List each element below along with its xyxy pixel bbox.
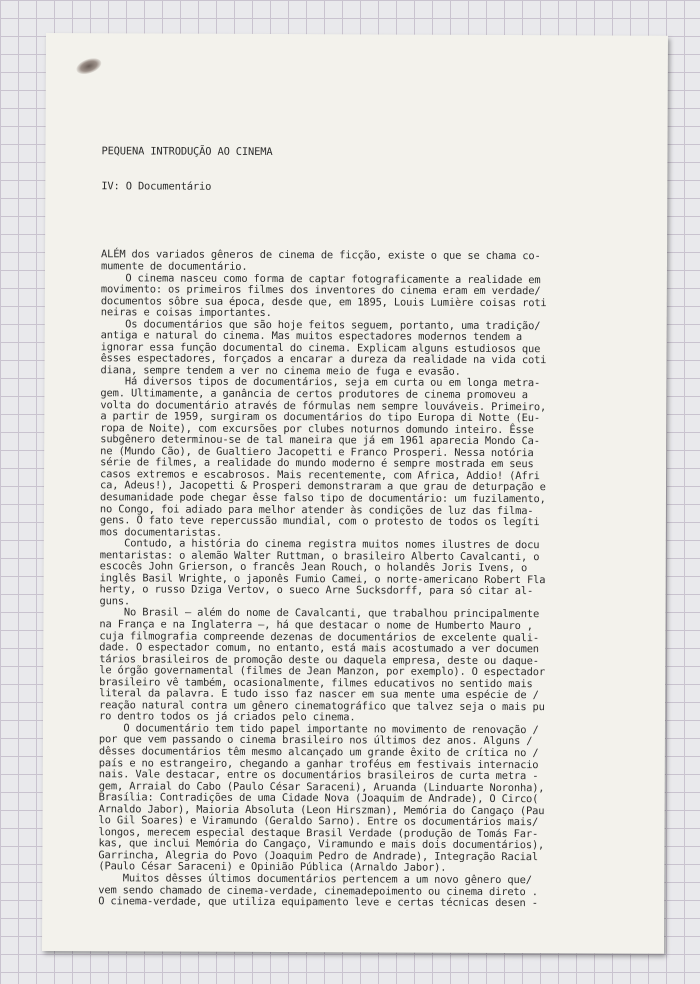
text-line: kas, que inclui Memória do Cangaço, Viramundo e mais dois documentários), — [98, 837, 545, 852]
text-line: mumente de documentário. — [100, 260, 248, 273]
text-line: dade. O espectador comum, no entanto, está mais acostumado a ver documen — [99, 641, 539, 656]
text-line: Brasília: Contradições de uma Cidade Nova (Joaquim de Andrade), O Circo( — [98, 791, 539, 806]
text-line: desumanidade pode chegar êsse falso tipo de documentário: um fuzilamento, — [99, 491, 546, 506]
text-line: ropa de Noite), com excursões por clubes noturnos domundo inteiro. Êsse — [100, 421, 534, 436]
text-line: lo Gil Soares) e Viramundo (Geraldo Sarno). Entre os documentários mais/ — [98, 814, 539, 829]
text-line: inglês Basil Wrighte, o japonês Fumio Camei, o norte-americano Robert Fla — [99, 572, 546, 586]
text-line: mos documentaristas. — [99, 525, 222, 539]
text-line: longos, merecem especial destaque Brasil Verdade (produção de Tomás Far- — [98, 826, 539, 840]
text-line: Há diversos tipos de documentários, seja em curta ou em longa metra- — [100, 375, 541, 390]
text-line: brasileiro vê também, ocasionalmente, filmes educativos no sentido mais — [99, 675, 533, 690]
text-line: nais. Vale destacar, entre os documentários brasileiros de curta metra - — [98, 768, 539, 783]
text-line: gens. O fato teve repercussão mundial, com o protesto de todos os legíti — [99, 514, 540, 529]
text-line: tários brasileiros de promoção deste ou daquela empresa, deste ou daque- — [99, 652, 539, 667]
text-line: casos extremos e escabrosos. Mais recentemente, com Africa, Addio! (Afri — [100, 468, 540, 483]
text-line: documentos sôbre sua época, desde que, em 1895, Louis Lumière coisas roti — [100, 294, 547, 309]
text-line: ignorar essa função documental do cinema. Explicam alguns estudiosos que — [100, 341, 541, 356]
text-line: cuja filmografia compreende dezenas de documentários de excelente quali- — [99, 629, 540, 644]
text-line: movimento: os primeiros filmes dos inventores do cinema eram em verdade/ — [100, 283, 541, 298]
text-line: mentaristas: o alemão Walter Ruttman, o brasileiro Alberto Cavalcanti, o — [99, 548, 540, 563]
document-body — [98, 250, 661, 911]
text-line: reação natural contra um gênero cinematográfico que talvez seja o mais pu — [99, 699, 545, 713]
text-line: herty, o russo Dziga Vertov, o sueco Arne Sucksdorff, para só citar al- — [99, 583, 534, 598]
text-line: Muitos dêsses últimos documentários pertencem a um novo gênero que/ — [98, 872, 532, 887]
text-line: gem, Arraial do Cabo (Paulo César Saraceni), Aruanda (Linduarte Noronha), — [98, 779, 545, 794]
text-line: subgênero determinou-se de tal maneira que já em 1961 aparecia Mondo Ca- — [100, 433, 540, 448]
text-line: literal da palavra. E tudo isso faz nascer em sua mente uma espécie de / — [99, 687, 539, 702]
text-line: O cinema nasceu como forma de captar fotograficamente a realidade em — [100, 271, 541, 286]
text-line: série de filmes, a realidade do mundo moderno é sempre mostrada em seus — [100, 456, 534, 471]
text-line: Garrincha, Alegria do Povo (Joaquim Pedro de Andrade), Integração Racial — [98, 849, 539, 864]
page-text — [98, 123, 662, 933]
document-title: PEQUENA INTRODUÇÃO AO CINEMA — [101, 145, 273, 159]
text-line: ca, Adeus!), Jacopetti & Prosperi demonstraram a que grau de deturpação e — [99, 479, 546, 494]
typewritten-page — [42, 33, 668, 954]
ink-smudge — [74, 55, 103, 77]
text-line: le órgão governamental (filmes de Jean Manzon, por exemplo). O espectador — [99, 664, 545, 679]
text-line: O documentário tem tido papel importante no movimento de renovação / — [98, 722, 539, 737]
text-line: Contudo, a história do cinema registra muitos nomes ilustres de docu — [99, 537, 540, 552]
text-line: escocês John Grierson, o francês Jean Rouch, o holandês Joris Ivens, o — [99, 560, 528, 575]
text-line: neiras e coisas importantes. — [100, 306, 272, 320]
text-line: na França e na Inglaterra —, há que destacar o nome de Humberto Mauro , — [99, 618, 533, 633]
text-line: O cinema-verdade, que utiliza equipamento leve e certas técnicas desen - — [98, 895, 538, 910]
text-line: gem. Ultimamente, a ganância de certos produtores de cinema promoveu a — [100, 387, 528, 402]
text-line: guns. — [99, 595, 131, 608]
document-subtitle: IV: O Documentário — [101, 179, 212, 193]
text-line: ne (Mundo Cão), de Gualtiero Jacopetti e Franco Prosperi. Nessa notória — [100, 445, 534, 459]
text-line: a partir de 1959, surgiram os documentários do tipo Europa di Notte (Eu- — [100, 410, 540, 425]
text-line: diana, sempre tendem a ver no cinema meio de fuga e evasão. — [100, 364, 461, 378]
text-line: ALÉM dos variados gêneros de cinema de ficção, existe o que se chama co- — [101, 248, 541, 263]
text-line: Os documentários que são hoje feitos seguem, portanto, uma tradição/ — [100, 317, 541, 332]
text-line: ro dentro todos os já criados pelo cinema. — [98, 710, 356, 724]
text-line: vem sendo chamado de cinema-verdade, cinemadepoimento ou cinema direto . — [98, 883, 538, 898]
text-line: país e no estrangeiro, chegando a ganhar troféus em festivais internacio — [98, 756, 539, 771]
text-line: Arnaldo Jabor), Maioria Absoluta (Leon Hirszman), Memória do Cangaço (Pau — [98, 802, 545, 817]
text-line: No Brasil — além do nome de Cavalcanti, que trabalhou principalmente — [99, 606, 540, 621]
text-line: êsses espectadores, forçados a encarar a dureza da realidade na vida coti — [100, 352, 547, 367]
text-line: (Paulo César Saraceni) e Opinião Pública (Arnaldo Jabor). — [98, 860, 447, 875]
text-line: volta do documentário através de fórmulas nem sempre louváveis. Primeiro, — [100, 398, 547, 413]
text-line: dêsses documentários têm mesmo alcançado um grande êxito de crítica no / — [98, 745, 539, 760]
text-line: antiga e natural do cinema. Mas muitos espectadores modernos tendem a — [100, 329, 522, 344]
spacer — [101, 216, 661, 229]
text-line: no Congo, foi adiado para melhor atender às condições de luz das filma- — [99, 502, 534, 517]
text-line: por que vem passando o cinema brasileiro nos últimos dez anos. Alguns / — [98, 733, 533, 748]
